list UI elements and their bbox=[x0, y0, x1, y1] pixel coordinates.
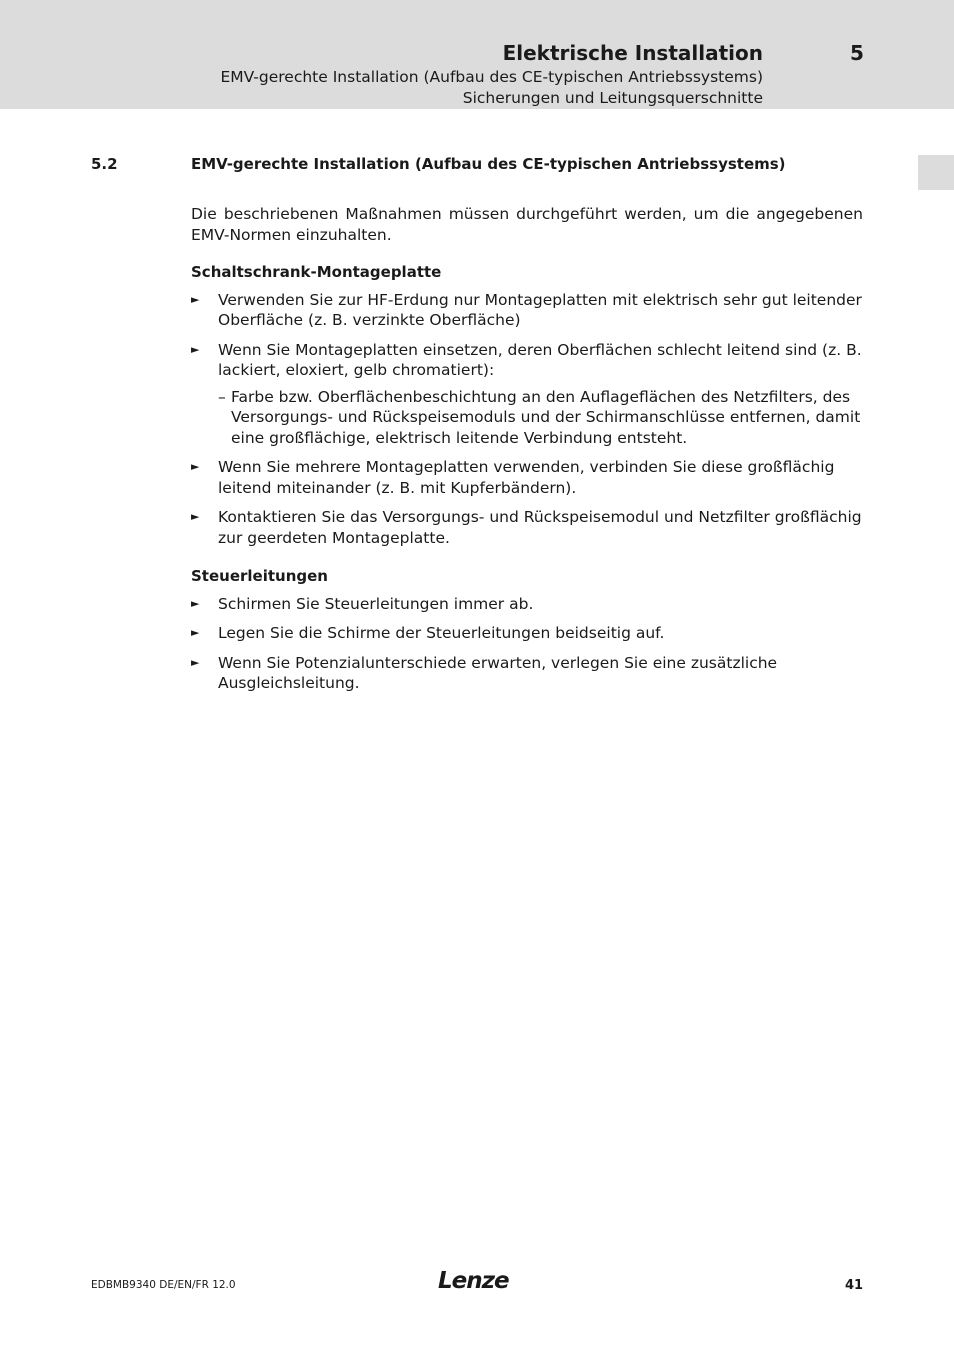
sub-list-item bbox=[218, 387, 863, 449]
steuerleitungen-list bbox=[191, 594, 863, 694]
intro-paragraph: Die beschriebenen Maßnahmen müssen durchgeführt werden, um die angegebenen EMV-Normen einzuhalten. bbox=[191, 205, 863, 244]
list-item-text: Legen Sie die Schirme der Steuerleitungen beidseitig auf. bbox=[218, 624, 665, 642]
list-item bbox=[191, 507, 863, 548]
list-item-text: Wenn Sie Montageplatten einsetzen, deren Oberflächen schlecht leitend sind (z. B. lackiert, eloxiert, gelb chromatiert): bbox=[218, 340, 862, 379]
list-item-text: Kontaktieren Sie das Versorgungs- und Rückspeisemodul und Netzfilter großflächig zur geerdeten Montageplatte. bbox=[218, 508, 862, 547]
bullet-arrow-icon: ► bbox=[191, 510, 200, 523]
chapter-number: 5 bbox=[850, 41, 864, 65]
list-item bbox=[191, 623, 863, 644]
subheading-steuerleitungen: Steuerleitungen bbox=[191, 567, 328, 585]
list-item bbox=[191, 594, 863, 615]
bullet-arrow-icon: ► bbox=[191, 342, 200, 356]
bullet-arrow-icon: ► bbox=[191, 655, 200, 669]
chapter-side-tab bbox=[918, 155, 954, 190]
chapter-title: Elektrische Installation bbox=[502, 41, 763, 65]
section-title: EMV-gerechte Installation (Aufbau des CE-typischen Antriebssystems) bbox=[191, 155, 786, 173]
bullet-arrow-icon: ► bbox=[191, 626, 200, 639]
list-item-text: Schirmen Sie Steuerleitungen immer ab. bbox=[218, 594, 534, 613]
main-content bbox=[191, 204, 863, 703]
section-number: 5.2 bbox=[91, 155, 118, 173]
bullet-arrow-icon: ► bbox=[191, 292, 200, 306]
list-item bbox=[191, 653, 863, 694]
list-item bbox=[191, 457, 863, 498]
list-item bbox=[191, 290, 863, 331]
header-subtitle-1: EMV-gerechte Installation (Aufbau des CE-typischen Antriebssystems) bbox=[220, 68, 763, 86]
lenze-logo: Lenze bbox=[438, 1268, 509, 1294]
list-item-text: Verwenden Sie zur HF-Erdung nur Montageplatten mit elektrisch sehr gut leitender Oberfläche (z. B. verzinkte Oberfläche) bbox=[218, 290, 862, 329]
schaltschrank-list bbox=[191, 290, 863, 549]
bullet-arrow-icon: ► bbox=[191, 596, 200, 610]
bullet-arrow-icon: ► bbox=[191, 460, 200, 473]
list-item-text: Wenn Sie mehrere Montageplatten verwenden, verbinden Sie diese großflächig leitend miteinander (z. B. mit Kupferbändern). bbox=[218, 458, 835, 497]
dash-icon: – bbox=[218, 387, 226, 406]
list-item bbox=[191, 340, 863, 449]
page-number: 41 bbox=[845, 1278, 864, 1293]
subheading-schaltschrank: Schaltschrank-Montageplatte bbox=[191, 263, 442, 281]
sub-list-item-text: Farbe bzw. Oberflächenbeschichtung an den Auflageflächen des Netzfilters, des Versorgungs- und Rückspeisemoduls und der Schirmanschlüsse entfernen, damit eine großflächige, elektrisch leitende Verbindung entsteht. bbox=[231, 387, 861, 447]
document-id: EDBMB9340 DE/EN/FR 12.0 bbox=[91, 1279, 236, 1291]
header-subtitle-2: Sicherungen und Leitungsquerschnitte bbox=[462, 89, 763, 107]
list-item-text: Wenn Sie Potenzialunterschiede erwarten, verlegen Sie eine zusätzliche Ausgleichsleitung. bbox=[218, 653, 778, 692]
